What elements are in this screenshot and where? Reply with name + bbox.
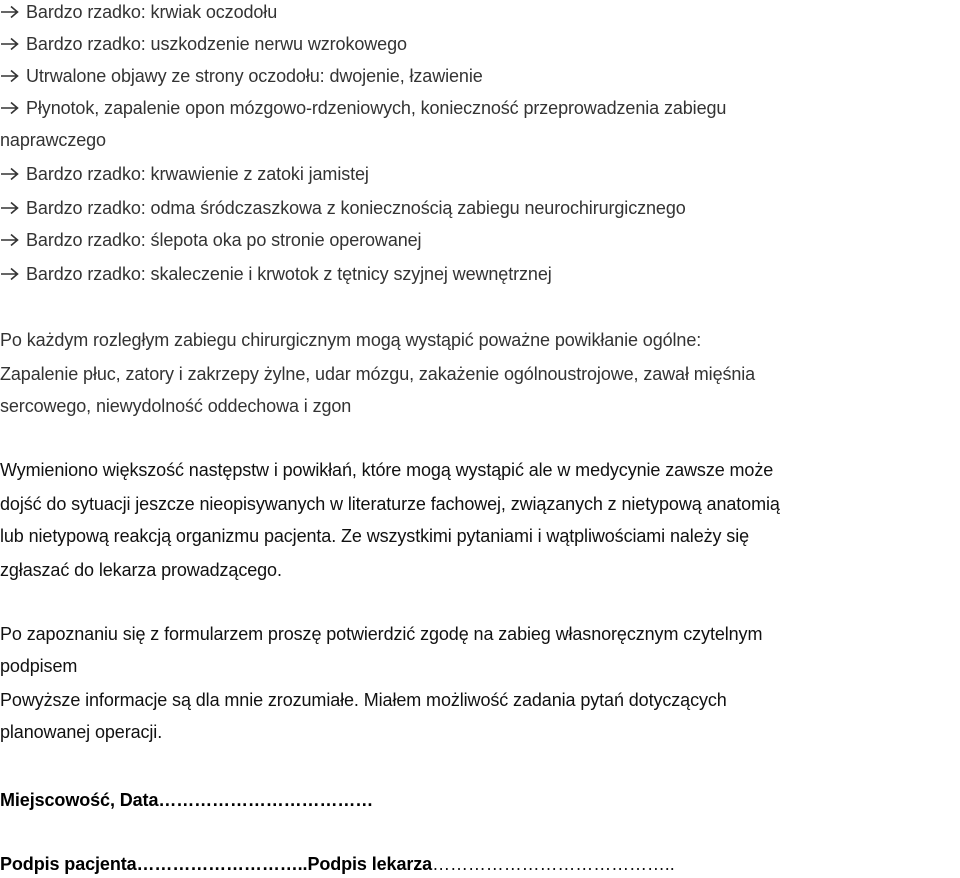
general-complications-line: Zapalenie płuc, zatory i zakrzepy żylne, udar mózgu, zakażenie ogólnoustrojowe, zawał mięśnia	[0, 364, 756, 384]
list-item-label: Bardzo rzadko: krwiak oczodołu	[26, 2, 278, 22]
list-item-label: Bardzo rzadko: skaleczenie i krwotok z tętnicy szyjnej wewnętrznej	[26, 264, 552, 284]
consent-line: podpisem	[0, 656, 78, 676]
list-item-label: Bardzo rzadko: uszkodzenie nerwu wzrokowego	[26, 34, 407, 54]
doctor-signature-dots: …………………………………..	[432, 854, 675, 874]
list-item	[0, 228, 421, 252]
place-date-field: Miejscowość, Data………………………………	[0, 790, 374, 810]
list-item	[0, 196, 686, 220]
list-item-label: Bardzo rzadko: ślepota oka po stronie operowanej	[26, 230, 422, 250]
consent-line: Po zapoznaniu się z formularzem proszę potwierdzić zgodę na zabieg własnoręcznym czytelnym	[0, 624, 763, 644]
list-item-label: Bardzo rzadko: odma śródczaszkowa z koniecznością zabiegu neurochirurgicznego	[26, 198, 686, 218]
general-complications-line: sercowego, niewydolność oddechowa i zgon	[0, 396, 352, 416]
arrow-right-icon	[0, 233, 20, 247]
list-item	[0, 262, 552, 286]
disclaimer-line: zgłaszać do lekarza prowadzącego.	[0, 560, 282, 580]
doctor-signature-label: Podpis lekarza	[307, 854, 433, 874]
list-item	[0, 32, 407, 56]
list-item-label: Bardzo rzadko: krwawienie z zatoki jamistej	[26, 164, 369, 184]
arrow-right-icon	[0, 37, 20, 51]
arrow-right-icon	[0, 5, 20, 19]
list-item-label: naprawczego	[0, 130, 106, 150]
consent-line: Powyższe informacje są dla mnie zrozumiałe. Miałem możliwość zadania pytań dotyczących	[0, 690, 727, 710]
list-item	[0, 64, 483, 88]
list-item-label: Utrwalone objawy ze strony oczodołu: dwojenie, łzawienie	[26, 66, 483, 86]
disclaimer-line: lub nietypową reakcją organizmu pacjenta. Ze wszystkimi pytaniami i wątpliwościami należy się	[0, 526, 750, 546]
arrow-right-icon	[0, 167, 20, 181]
list-item	[0, 0, 277, 24]
list-item	[0, 162, 369, 186]
list-item-continuation	[0, 128, 106, 152]
list-item-label: Płynotok, zapalenie opon mózgowo-rdzeniowych, konieczność przeprowadzenia zabiegu	[26, 98, 727, 118]
patient-signature-field: Podpis pacjenta………………………..	[0, 854, 308, 874]
arrow-right-icon	[0, 101, 20, 115]
consent-line: planowanej operacji.	[0, 722, 163, 742]
disclaimer-line: dojść do sytuacji jeszcze nieopisywanych w literaturze fachowej, związanych z nietypową anatomią	[0, 494, 780, 514]
signature-row	[0, 852, 675, 876]
general-complications-intro: Po każdym rozległym zabiegu chirurgicznym mogą wystąpić poważne powikłanie ogólne:	[0, 330, 702, 350]
disclaimer-line: Wymieniono większość następstw i powikłań, które mogą wystąpić ale w medycynie zawsze może	[0, 460, 774, 480]
list-item	[0, 96, 726, 120]
arrow-right-icon	[0, 69, 20, 83]
arrow-right-icon	[0, 201, 20, 215]
arrow-right-icon	[0, 267, 20, 281]
